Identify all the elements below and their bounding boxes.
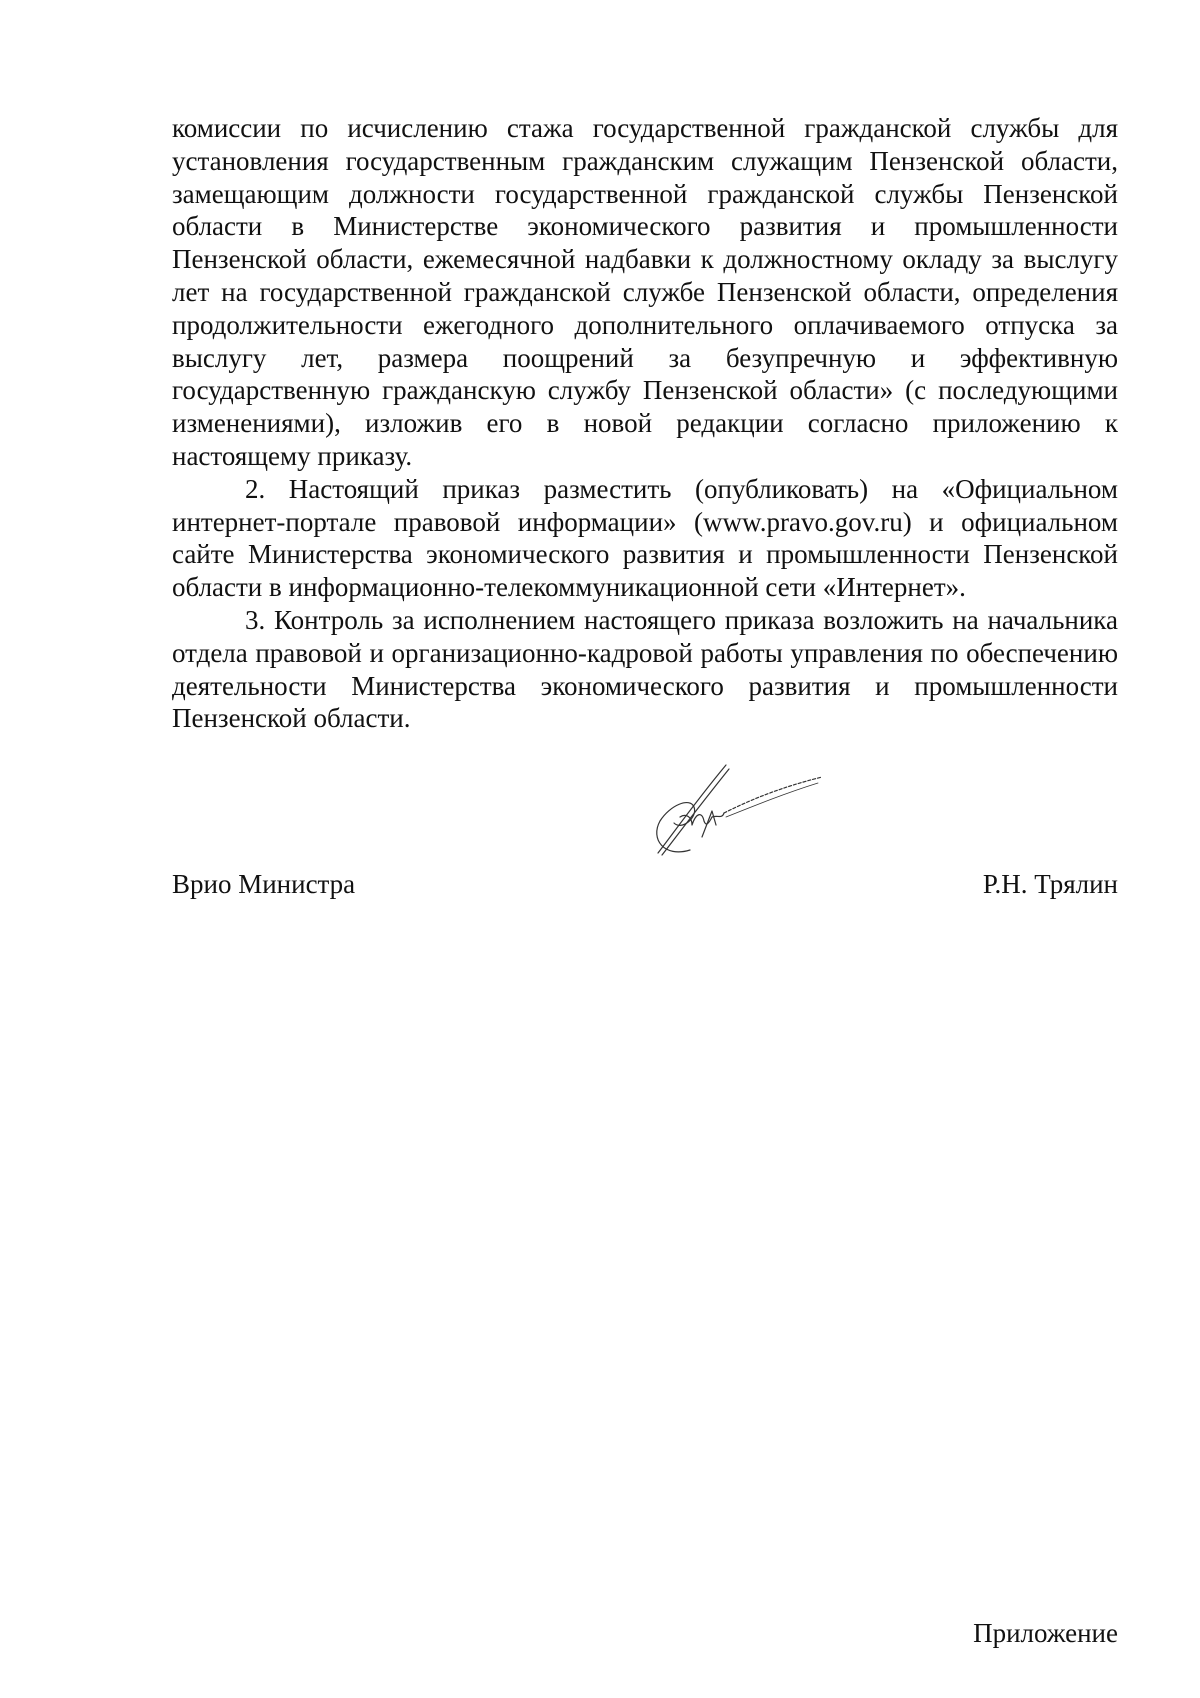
handwritten-signature	[612, 755, 832, 875]
paragraph-item-2: 2. Настоящий приказ разместить (опубликовать) на «Официальном интернет-портале правовой информации» (www.pravo.gov.ru) и официальном сайте Министерства экономического развития и промышленности Пензенской области в информационно-телекоммуникационной сети «Интернет».	[172, 473, 1118, 603]
appendix-label: Приложение	[973, 1618, 1118, 1648]
paragraph-continuation: комиссии по исчислению стажа государственной гражданской службы для установления государственным гражданским служащим Пензенской области, замещающим должности государственной гражданской службы Пензенской области в Министерстве экономического развития и промышленности Пензенской области, ежемесячной надбавки к должностному окладу за выслугу лет на государственной гражданской службе Пензенской области, определения продолжительности ежегодного дополнительного оплачиваемого отпуска за выслугу лет, размера поощрений за безупречную и эффективную государственную гражданскую службу Пензенской области» (с последующими изменениями), изложив его в новой редакции согласно приложению к настоящему приказу.	[172, 113, 1118, 471]
signature-block	[172, 868, 1118, 900]
document-body	[172, 112, 1118, 735]
paragraph-item-3: 3. Контроль за исполнением настоящего приказа возложить на начальника отдела правовой и организационно-кадровой работы управления по обеспечению деятельности Министерства экономического развития и промышленности Пензенской области.	[172, 604, 1118, 734]
signatory-name: Р.Н. Трялин	[982, 869, 1118, 899]
signatory-position: Врио Министра	[172, 869, 356, 899]
